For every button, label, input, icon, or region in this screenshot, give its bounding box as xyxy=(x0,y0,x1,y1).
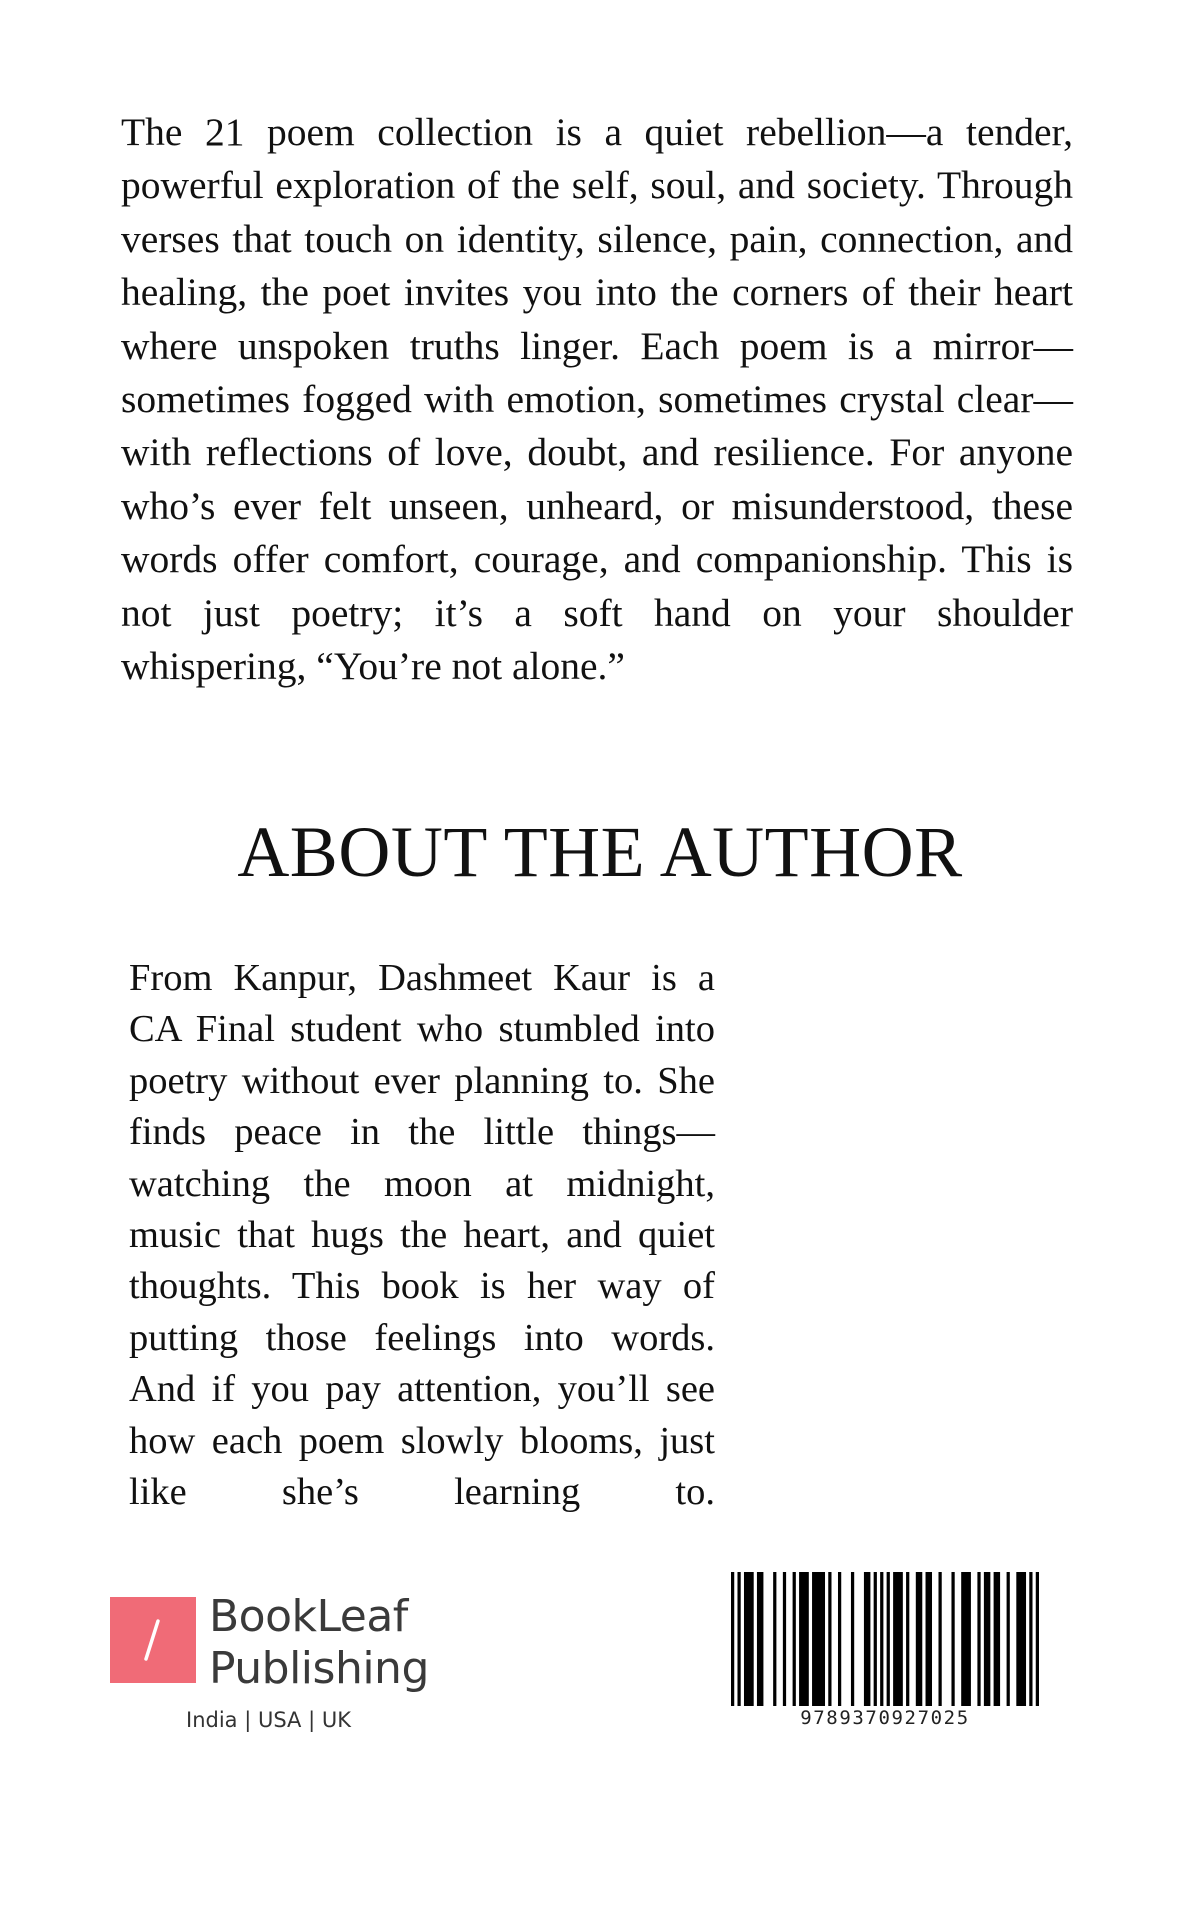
barcode-bar-23 xyxy=(977,1572,980,1706)
publisher-locations: India | USA | UK xyxy=(186,1708,351,1732)
slash-mark-icon xyxy=(110,1597,196,1683)
barcode-bar-18 xyxy=(916,1572,922,1706)
barcode-bar-25 xyxy=(994,1572,1000,1706)
barcode-bar-2 xyxy=(744,1572,754,1706)
barcode-bar-3 xyxy=(757,1572,763,1706)
publisher-name-line2: Publishing xyxy=(209,1643,429,1694)
book-blurb: The 21 poem collection is a quiet rebellion—a tender, powerful exploration of the self, soul, and society. Through verses that touch on identity, silence, pain, connection, and healing, the poet invites you into the corners of their heart where unspoken truths linger. Each poem is a mirror—sometimes fogged with emotion, sometimes crystal clear—with reflections of love, doubt, and resilience. For anyone who’s ever felt unseen, unheard, or misunderstood, these words offer comfort, courage, and companionship. This is not just poetry; it’s a soft hand on your shoulder whispering, “You’re not alone.” xyxy=(121,110,1073,689)
barcode-bars xyxy=(731,1572,1039,1706)
barcode-bar-21 xyxy=(951,1572,954,1706)
barcode-bar-19 xyxy=(926,1572,932,1706)
barcode-bar-6 xyxy=(793,1572,796,1706)
barcode-bar-14 xyxy=(880,1572,883,1706)
barcode-bar-12 xyxy=(864,1572,870,1706)
barcode-bar-9 xyxy=(828,1572,831,1706)
barcode-bar-4 xyxy=(773,1572,776,1706)
isbn-number: 9789370927025 xyxy=(800,1707,970,1729)
barcode-bar-29 xyxy=(1036,1572,1039,1706)
barcode-bar-16 xyxy=(893,1572,903,1706)
barcode-bar-20 xyxy=(938,1572,941,1706)
barcode-bar-10 xyxy=(838,1572,841,1706)
barcode-bar-1 xyxy=(737,1572,740,1706)
barcode-bar-28 xyxy=(1029,1572,1032,1706)
barcode-bar-11 xyxy=(851,1572,854,1706)
about-the-author-heading: ABOUT THE AUTHOR xyxy=(237,812,963,892)
author-bio: From Kanpur, Dashmeet Kaur is a CA Final student who stumbled into poetry without ever planning to. She finds peace in the little things—watching the moon at midnight, music that hugs the heart, and quiet thoughts. This book is her way of putting those feelings into words. And if you pay attention, you’ll see how each poem slowly blooms, just like she’s learning to. xyxy=(129,957,715,1514)
barcode-bar-13 xyxy=(874,1572,877,1706)
barcode-bar-8 xyxy=(812,1572,825,1706)
barcode-bar-0 xyxy=(731,1572,734,1706)
barcode-bar-26 xyxy=(1007,1572,1010,1706)
publisher-logo xyxy=(110,1591,470,1747)
barcode-bar-5 xyxy=(783,1572,786,1706)
barcode-bar-24 xyxy=(984,1572,990,1706)
barcode-bar-27 xyxy=(1016,1572,1026,1706)
publisher-name xyxy=(209,1591,429,1695)
isbn-barcode xyxy=(731,1572,1039,1746)
barcode-bar-22 xyxy=(961,1572,971,1706)
barcode-bar-7 xyxy=(799,1572,809,1706)
publisher-name-line1: BookLeaf xyxy=(209,1591,408,1642)
barcode-bar-17 xyxy=(906,1572,909,1706)
barcode-bar-15 xyxy=(887,1572,890,1706)
